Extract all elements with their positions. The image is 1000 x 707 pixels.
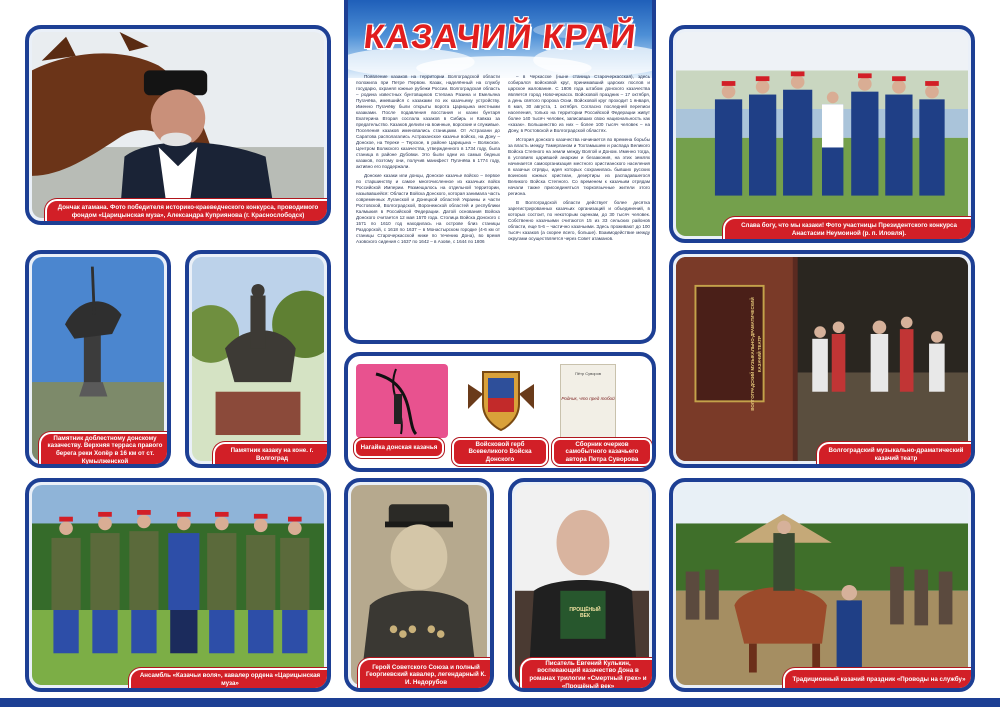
cossacks-group-photo-frame xyxy=(669,25,975,243)
theatre-sign-text: ВОЛГОГРАДСКИЙ МУЗЫКАЛЬНО-ДРАМАТИЧЕСКИЙ КАЗАЧИЙ ТЕАТР xyxy=(750,297,762,411)
caption-ensemble: Ансамбль «Казачьи воля», кавалер ордена «Царицынская муза» xyxy=(129,668,331,692)
caption-horse: Дончак атамана. Фото победителя историко-краеведческого конкурса, проводимого фондом «Царицынская муза», Александра Куприянова (г. Краснослободск) xyxy=(45,199,331,225)
caption-book: Сборник очерков самобытного казачьего автора Петра Суворова xyxy=(552,438,652,466)
book-cover-author: Пётр Суворов xyxy=(574,371,602,376)
article-column-2 xyxy=(508,74,650,245)
horse-photo-frame xyxy=(25,25,331,225)
hero-photo xyxy=(351,485,487,685)
caption-whip: Нагайка донская казачья xyxy=(354,438,444,458)
caption-monument2: Памятник казаку на коне. г. Волгоград xyxy=(213,442,331,468)
monument2-photo-frame xyxy=(185,250,331,468)
ensemble-photo xyxy=(32,485,324,685)
writer-book-title: ПРОЩЁНЫЙ ВЕК xyxy=(569,607,601,619)
hero-photo-frame xyxy=(344,478,494,692)
caption-coat: Войсковой герб Всевеликого Войска Донского xyxy=(452,438,548,466)
theatre-photo xyxy=(676,257,968,461)
bottom-band xyxy=(0,698,1000,707)
coat-of-arms-image xyxy=(458,364,544,438)
monument2-photo xyxy=(192,257,324,461)
paragraph: Появление казаков на территории Волгоградской области положила при Петре Первом. Казак, наделённый на службу государю, охранял южные рубежи России. Волгоградская область – родина известных бунтовщиков Степана Разина и Емельяна Пугачёва, имевшийся с казаками по их казачьему устройству. Именно Пугачёву были открыты ворота Царицына местными казаками. После подавления восстания и казни бунтаря Екатерина Вторая сослала казаков в Сибирь и Кавказ за предательство. Казаков делили на воинные, вороские и служивые. Поселения казаков именовались станицами. От Астрахани до Саратова располагались Астраханское казачье войско, на Дону – Донское, на Тереке – Терское, в районе Царицына – Волжское. Центром Волжского казачества, утвержденного в 1734 году, была станица в районе Дубовки. Это были одни из самых бедных казаков, поэтому они, получив манифест Пугачёва в 1774 году, активно его поддержали. xyxy=(356,74,500,169)
caption-theatre: Волгоградский музыкально-драматический казачий театр xyxy=(817,442,975,468)
caption-writer: Писатель Евгений Кулькин, воспевающий казачество Дона в романах трилогии «Смертный грех» и «Прощёный век» xyxy=(520,658,656,692)
monument1-photo-frame xyxy=(25,250,171,468)
cossacks-group-photo xyxy=(676,32,968,236)
paragraph: – в Черкасске (ныне станица Старочеркасская), здесь собирался войсковой круг, принимавший царских послов и царское жалование. С 1806 года штабом донского казачества является город Новочеркасск. Войсковой праздник – 17 октября, а день святого пророка Осии. Войсковой круг проходит 1 января, 6 мая, 30 августа, 1 октября. Согласно последней переписи населения, только на территории Российской Федерации живут более 140 тысяч человек, записавших свою национальность как «казак». Большинство из них – более 100 тысяч человек – на Дону, в Ростовской и Волгоградской областях. xyxy=(508,74,650,133)
horse-photo xyxy=(32,32,324,218)
page-title: КАЗАЧИЙ КРАЙ xyxy=(361,18,639,56)
festival-photo-frame xyxy=(669,478,975,692)
ensemble-photo-frame xyxy=(25,478,331,692)
article-column-1 xyxy=(356,74,500,248)
caption-monument1: Памятник доблестному донскому казачеству. Верхняя терраса правого берега реки Хопёр в 16 км от ст. Кумылженской xyxy=(39,432,171,468)
paragraph: В Волгоградской области действует более десятка зарегистрированных казачьих организаций и объединений, в которых состоит, по некоторым оценкам, до 30 тысяч человек. Собственно казачьими считаются 15 из 33 сельских районов области, еще 5-6 – частично казачьими. Здесь проживают до 100 тысяч казаков (а скорее всего, больше). Взаимодействие между округами осуществляется через Совет атаманов. xyxy=(508,200,650,241)
caption-festival: Традиционный казачий праздник «Проводы на службу» xyxy=(783,668,975,692)
writer-photo xyxy=(515,485,649,685)
paragraph: История донского казачества начинается во времена борьбы за власть между Тамерланом и Тохтамышем и распада Великого Войска Степного на земли между Волгой и Доном. Именно тогда, в условиях царившей анархии и беззакония, на этих землях начинается самоорганизация местного христианского населения в казачьи отряды, идея которых сохранилась бывших русских воинских южных христиан, дезертиры из распадавшегося Великого Войска Степного. Со временем к казачьим отрядам начали также присоединяться тюркоязычные жители этого региона. xyxy=(508,137,650,196)
artifacts-frame xyxy=(344,352,656,472)
monument1-photo xyxy=(32,257,164,461)
article-panel xyxy=(344,0,656,344)
caption-hero: Герой Советского Союза и полный Георгиевский кавалер, легендарный К. И. Недорубов xyxy=(358,658,494,692)
book-cover-title: Родник, что пред тобой xyxy=(561,396,615,401)
theatre-photo-frame xyxy=(669,250,975,468)
whip-photo xyxy=(356,364,448,438)
writer-photo-frame xyxy=(508,478,656,692)
caption-group-top: Слава богу, что мы казаки! Фото участницы Президентского конкурса Анастасии Неумоиной (р. п. Иловля). xyxy=(723,217,975,243)
paragraph: Донские казаки или донцы, Донское казачье войско – первое по старшинству и самое многочисленное из казачьих войск Российской Империи. Размещалось на отдельной территории, называвшейся: Области Войска Донского, которая занимала часть современных Луганской и Донецкой областей Украины и части Ростовской, Волгоградской, Воронежской областей и республики Калмыкия в Российской Федерации. Датой основания Войска Донского считается 12 мая 1570 года. Столица Войска Донского с 1571 по 1610 год находилась на острове близ станицы Раздорской, с 1618 по 1637 – в Монастырском городке (4-6 км от станицы Старочеркасской ниже по течению Дона), во время Азовского сидения с 1637 по 1642 – в Азове, с 1644 по 1806 xyxy=(356,173,500,244)
festival-photo xyxy=(676,485,968,685)
book-cover xyxy=(560,364,616,438)
